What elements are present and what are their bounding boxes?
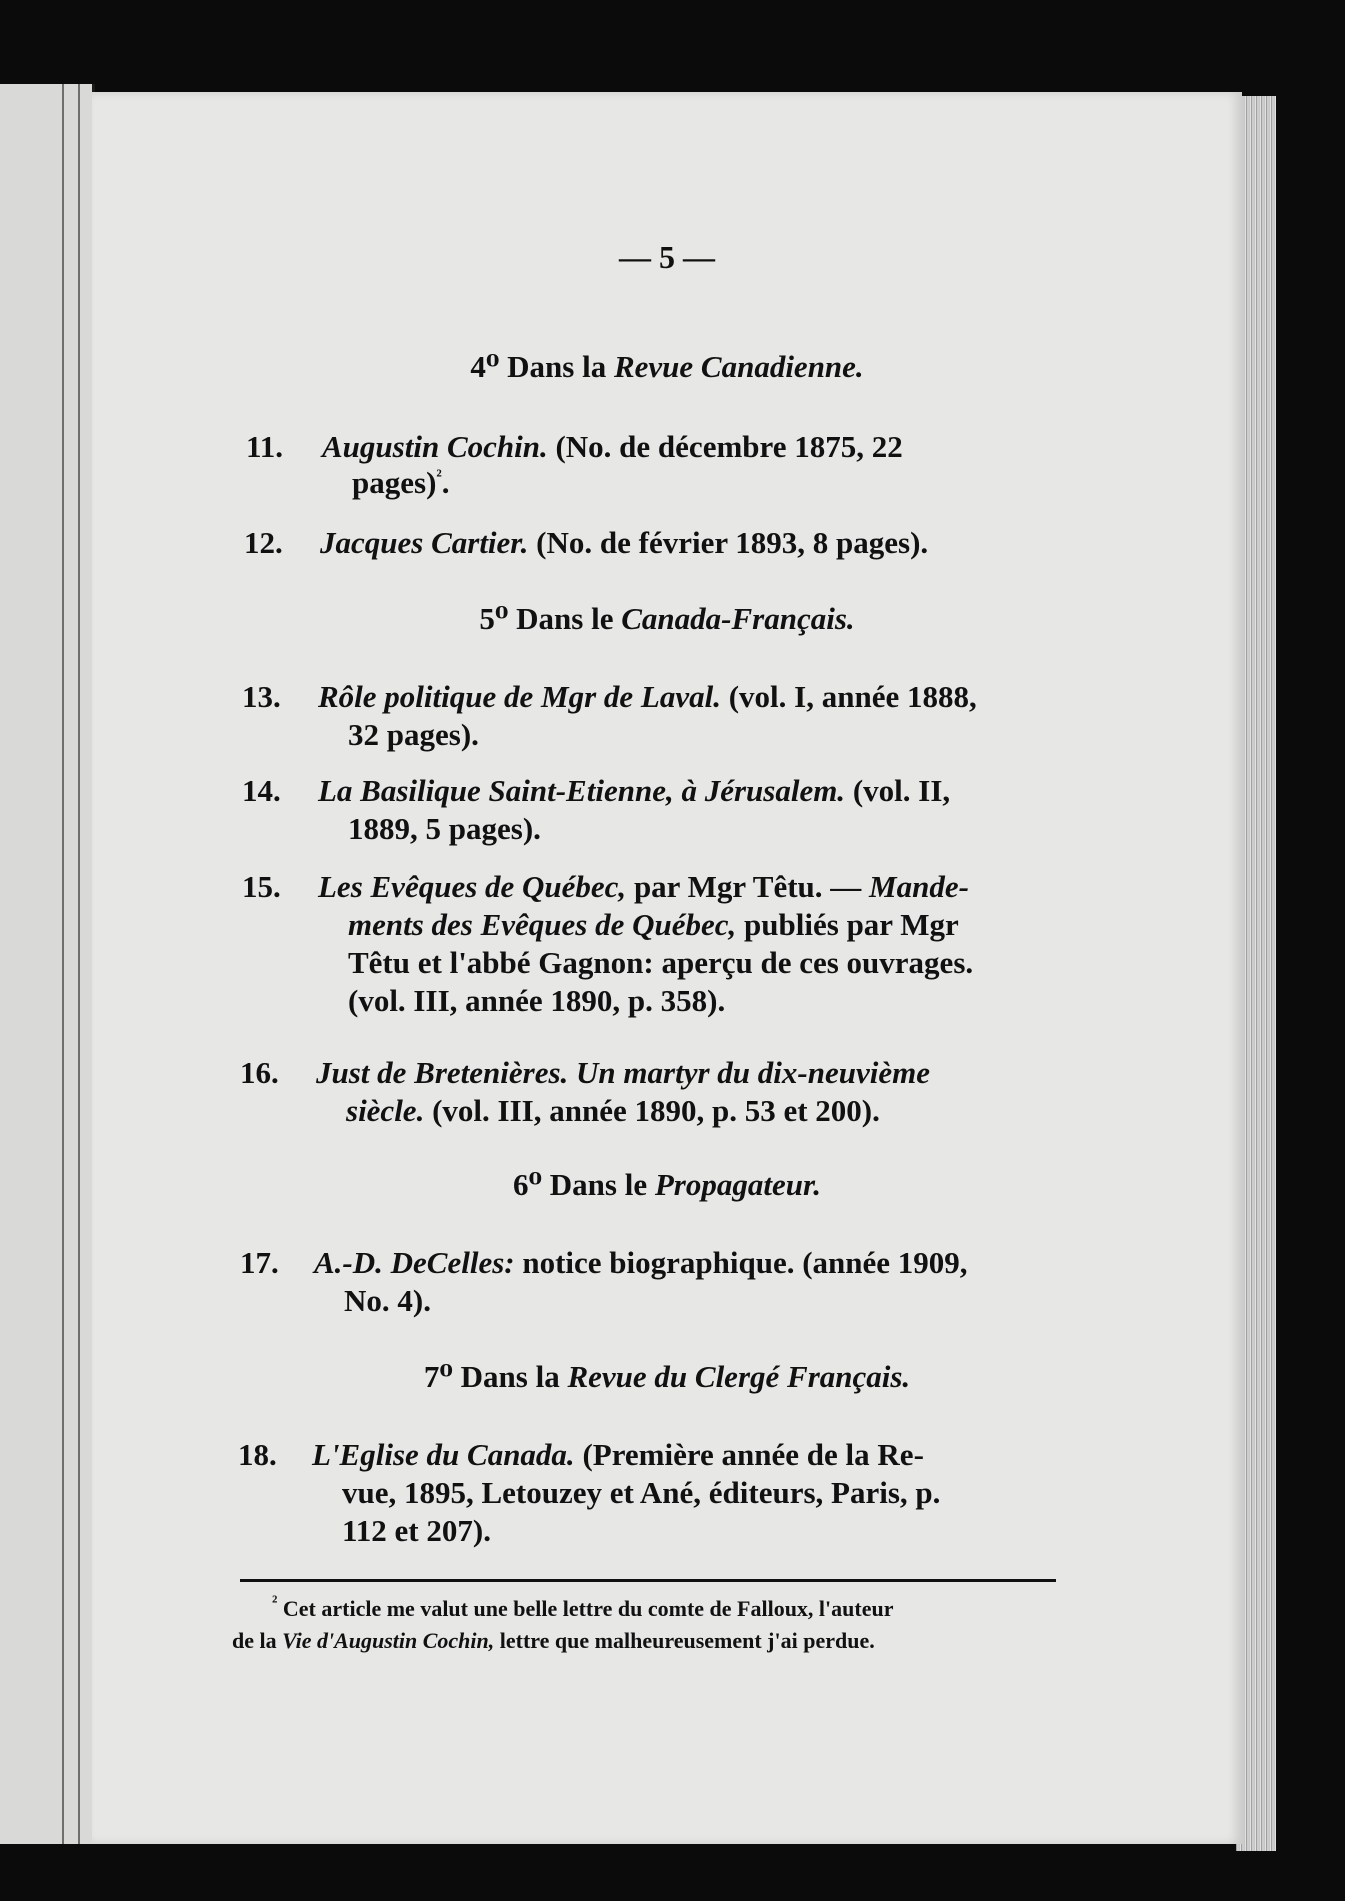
entry-title: Les Evêques de Québec, [318, 869, 627, 904]
previous-page-edge [0, 84, 95, 1844]
entry-text: par Mgr Têtu. — [626, 869, 870, 904]
entry-line [320, 524, 928, 562]
entry-line [322, 428, 903, 466]
section-heading-title: Canada-Français. [621, 601, 855, 636]
entry-line: 32 pages). [348, 717, 479, 752]
entry-line: (vol. III, année 1890, p. 358). [348, 983, 726, 1018]
entry-line [318, 772, 950, 810]
section-heading-prefix: 5⁰ Dans le [479, 601, 622, 636]
footnote-mark: ² [272, 1591, 278, 1612]
entry-title: Just de Bretenières. Un martyr du dix-neuvième [316, 1055, 930, 1090]
section-heading-prefix: 6⁰ Dans le [512, 1167, 655, 1202]
entry-number: 11. [246, 429, 284, 464]
footnote-text-italic: Vie d'Augustin Cochin, [282, 1628, 495, 1653]
entry-title: A.-D. DeCelles: [314, 1245, 515, 1280]
entry-line [318, 868, 969, 906]
entry-number: 12. [244, 525, 283, 560]
section-heading-title: Revue Canadienne. [613, 349, 864, 384]
entry-text-italic: siècle. [346, 1093, 425, 1128]
entry-text: (vol. II, [845, 773, 951, 808]
entry-text: (vol. I, année 1888, [720, 679, 977, 714]
entry-text: (vol. III, année 1890, p. 53 et 200). [424, 1093, 880, 1128]
entry-line [352, 464, 450, 502]
entry-number: 17. [240, 1245, 279, 1280]
entry-title: Rôle politique de Mgr de Laval. [318, 679, 721, 714]
entry-line [314, 1244, 968, 1282]
page-edge-line [62, 84, 64, 1844]
entry-number: 16. [240, 1055, 279, 1090]
entry-line [318, 678, 977, 716]
entry-text: (No. de février 1893, 8 pages). [528, 525, 929, 560]
entry-text: notice biographique. (année 1909, [514, 1245, 968, 1280]
footnote-text: Cet article me valut une belle lettre du comte de Falloux, l'auteur [282, 1596, 894, 1621]
section-heading [92, 600, 1242, 638]
entry-title: Jacques Cartier. [320, 525, 529, 560]
entry-text: (No. de décembre 1875, 22 [547, 429, 903, 464]
footnote-line [232, 1626, 875, 1656]
entry-number: 18. [238, 1437, 277, 1472]
entry-line: 112 et 207). [342, 1513, 491, 1548]
footnote-rule [240, 1579, 1056, 1582]
entry-line [346, 1092, 880, 1130]
entry-text: (Première année de la Re- [574, 1437, 924, 1472]
entry-number: 15. [242, 869, 281, 904]
page-number: — 5 — [619, 239, 715, 275]
entry-line: Têtu et l'abbé Gagnon: aperçu de ces ouvrages. [348, 945, 974, 980]
section-heading [92, 1166, 1242, 1204]
entry-number: 13. [242, 679, 281, 714]
entry-number: 14. [242, 773, 281, 808]
section-heading [92, 1358, 1242, 1396]
entry-title: Augustin Cochin. [322, 429, 548, 464]
footnote-text: de la [232, 1628, 283, 1653]
page-edge-line [78, 84, 80, 1844]
entry-text-italic: ments des Evêques de Québec, [348, 907, 737, 942]
entry-title: La Basilique Saint-Etienne, à Jérusalem. [318, 773, 846, 808]
footnote-line [272, 1591, 894, 1624]
section-heading-title: Revue du Clergé Français. [567, 1359, 911, 1394]
book-page [92, 92, 1242, 1844]
footnote-text: lettre que malheureusement j'ai perdue. [494, 1628, 875, 1653]
entry-line: No. 4). [344, 1283, 431, 1318]
entry-text: pages) [352, 465, 437, 500]
section-heading-prefix: 7⁰ Dans la [423, 1359, 568, 1394]
entry-line: 1889, 5 pages). [348, 811, 541, 846]
section-heading-prefix: 4⁰ Dans la [470, 349, 614, 384]
entry-line [312, 1436, 924, 1474]
page-block-edge [1236, 96, 1276, 1851]
entry-line [348, 906, 959, 944]
footnote-reference: ² [436, 465, 442, 486]
entry-text: publiés par Mgr [736, 907, 959, 942]
entry-text: . [441, 465, 450, 500]
entry-title: L'Eglise du Canada. [312, 1437, 575, 1472]
section-heading [92, 348, 1242, 386]
entry-text-italic: Mande- [869, 869, 969, 904]
section-heading-title: Propagateur. [654, 1167, 822, 1202]
entry-line: vue, 1895, Letouzey et Ané, éditeurs, Paris, p. [342, 1475, 941, 1510]
